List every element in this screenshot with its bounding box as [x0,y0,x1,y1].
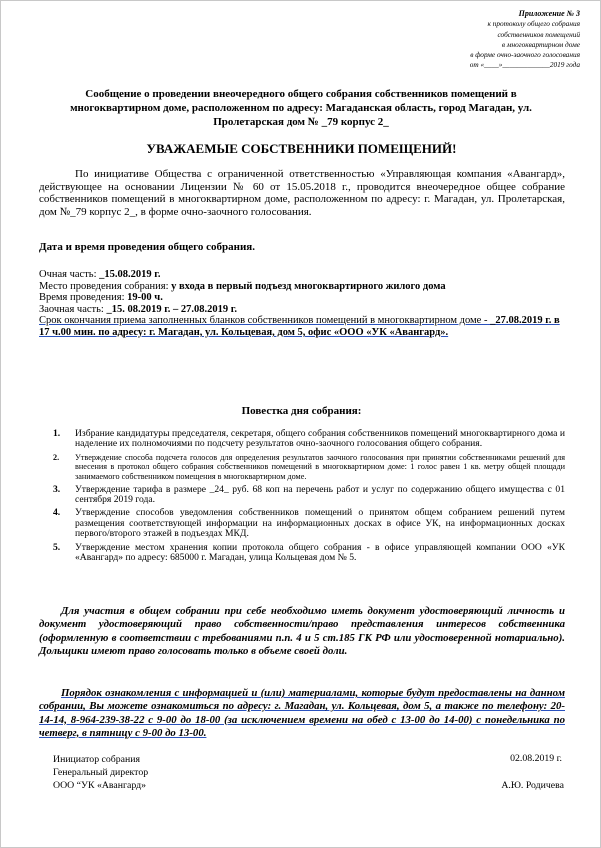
intro-paragraph: По инициативе Общества с ограниченной ответственностью «Управляющая компания «Авангард», действующее на основании Лицензии № 60 от 15.05.2018 г., проводится внеочередное общее собрание собственников помещений в многоквартирном доме, расположенном по адресу: г. Магадан, ул. Пролетарская, дом №_79 корпус 2_, в форме очно-заочного голосования. [39,168,565,218]
agenda-item-text: Утверждение тарифа в размере _24_ руб. 68 коп на перечень работ и услуг по содержанию общего имущества с 01 сентября 2019 года. [75,483,565,505]
agenda-item [47,543,565,564]
greeting-heading: УВАЖАЕМЫЕ СОБСТВЕННИКИ ПОМЕЩЕНИЙ! [146,141,457,156]
appendix-line: в многоквартирном доме [501,39,580,49]
full-time-row [39,269,569,281]
agenda-item-number: 2. [53,452,60,462]
company-label: ООО “УК «Авангард» [53,780,147,792]
deadline-row [39,315,569,338]
agenda-item [47,485,565,506]
appendix-line: к протоколу общего собрания [487,19,580,29]
time-label: Время проведения: [39,292,125,304]
initiator-label: Инициатор собрания [53,754,141,765]
absentee-value: _15. 08.2019 г. – 27.08.2019 г. [106,303,237,315]
agenda-item-text: Утверждение способа подсчета голосов для определения результатов заочного голосования при принятии собственниками решений для внесения в протокол общего собрания собственников помещений в многоквартирном доме: 1 голос равен 1 кв. метру общей площади занимаемого собственником помещения в многоквартирном доме. [75,452,565,481]
full-time-value: _15.08.2019 г. [99,269,161,280]
signature-date: 02.08.2019 г. [510,753,562,764]
notice-title: Сообщение о проведении внеочередного общего собрания собственников помещений в многоквартирном доме, расположенном по адресу: Магаданская область, город Магадан, ул. Пролетарская дом № _79 корпус 2_ [70,88,532,128]
absentee-label: Заочная часть: [39,303,104,315]
meeting-info [39,269,569,339]
agenda-item-number: 4. [53,507,61,519]
position-label: Генеральный директор [53,767,149,779]
signature-block [53,753,148,793]
agenda-item-number: 1. [53,428,61,439]
agenda-item-number: 5. [53,541,61,553]
review-order-note: Порядок ознакомления с информацией и (или) материалами, которые будут предоставлены на данном собрании, Вы можете ознакомиться по адресу: г. Магадан, ул. Кольцевая, дом 5, а также по телефону: 20-14-14, 8-964-239-38-22 с 9-00 до 18-00 (за исключением времени на обед с 13-00 до 14-00) с понедельника по четверг, в пятницу с 9-00 до 13-00. [39,687,565,739]
participation-note: Для участия в общем собрании при себе необходимо иметь документ удостоверяющий личность и документ удостоверяющий право собственности/право представления интересов собственника (оформленную в соответствии с требованиями п.п. 4 и 5 ст.185 ГК РФ или удостоверенной нотариально). Дольщики имеют право голосовать только в объеме своей доли. [39,605,565,657]
signatory-name: А.Ю. Родичева [501,780,564,791]
agenda-item [47,508,565,539]
agenda-item [47,429,565,450]
agenda-item-number: 3. [53,483,61,495]
agenda-item-text: Избрание кандидатуры председателя, секретаря, общего собрания собственников помещений многоквартирного дома и наделение их полномочиями по подсчету результатов очно-заочного голосования общего собрания. [75,428,565,450]
agenda-item [47,453,565,482]
place-row [39,281,569,293]
appendix-header [470,9,580,71]
deadline-value: _27.08.2019 г. в 17 ч.00 мин. по адресу: г. Магадан, ул. Кольцевая, дом 5, офис «ООО «УК «Авангард». [39,315,560,338]
time-value: 19-00 ч. [127,292,163,304]
agenda-list [47,429,565,566]
appendix-line: от «____»_____________2019 года [469,60,580,70]
place-value: у входа в первый подъезд многоквартирного жилого дома [171,280,446,292]
appendix-line: в форме очно-заочного голосования [470,50,580,60]
place-label: Место проведения собрания: [39,280,169,292]
appendix-heading: Приложение № 3 [518,9,580,18]
agenda-heading: Повестка дня собрания: [241,405,362,417]
appendix-line: собственников помещений [497,29,580,39]
absentee-row [39,304,569,316]
agenda-item-text: Утверждение способов уведомления собственников помещений о принятом общем собранием решений путем размещения соответствующей информации на информационных досках в офисе УК, на информационных досках первого/второго этажей в подъездах МКД. [75,507,565,540]
full-time-label: Очная часть: [39,269,97,280]
deadline-text: Срок окончания приема заполненных бланков собственников помещений в многоквартирном доме - [39,315,488,327]
time-row [39,292,569,304]
agenda-item-text: Утверждение местом хранения копии протокола общего собрания - в офисе управляющей компании ООО «УК «Авангард» по адресу: 685000 г. Магадан, улица Кольцевая дом № 5. [75,541,565,564]
meeting-date-heading: Дата и время проведения общего собрания. [39,241,255,253]
